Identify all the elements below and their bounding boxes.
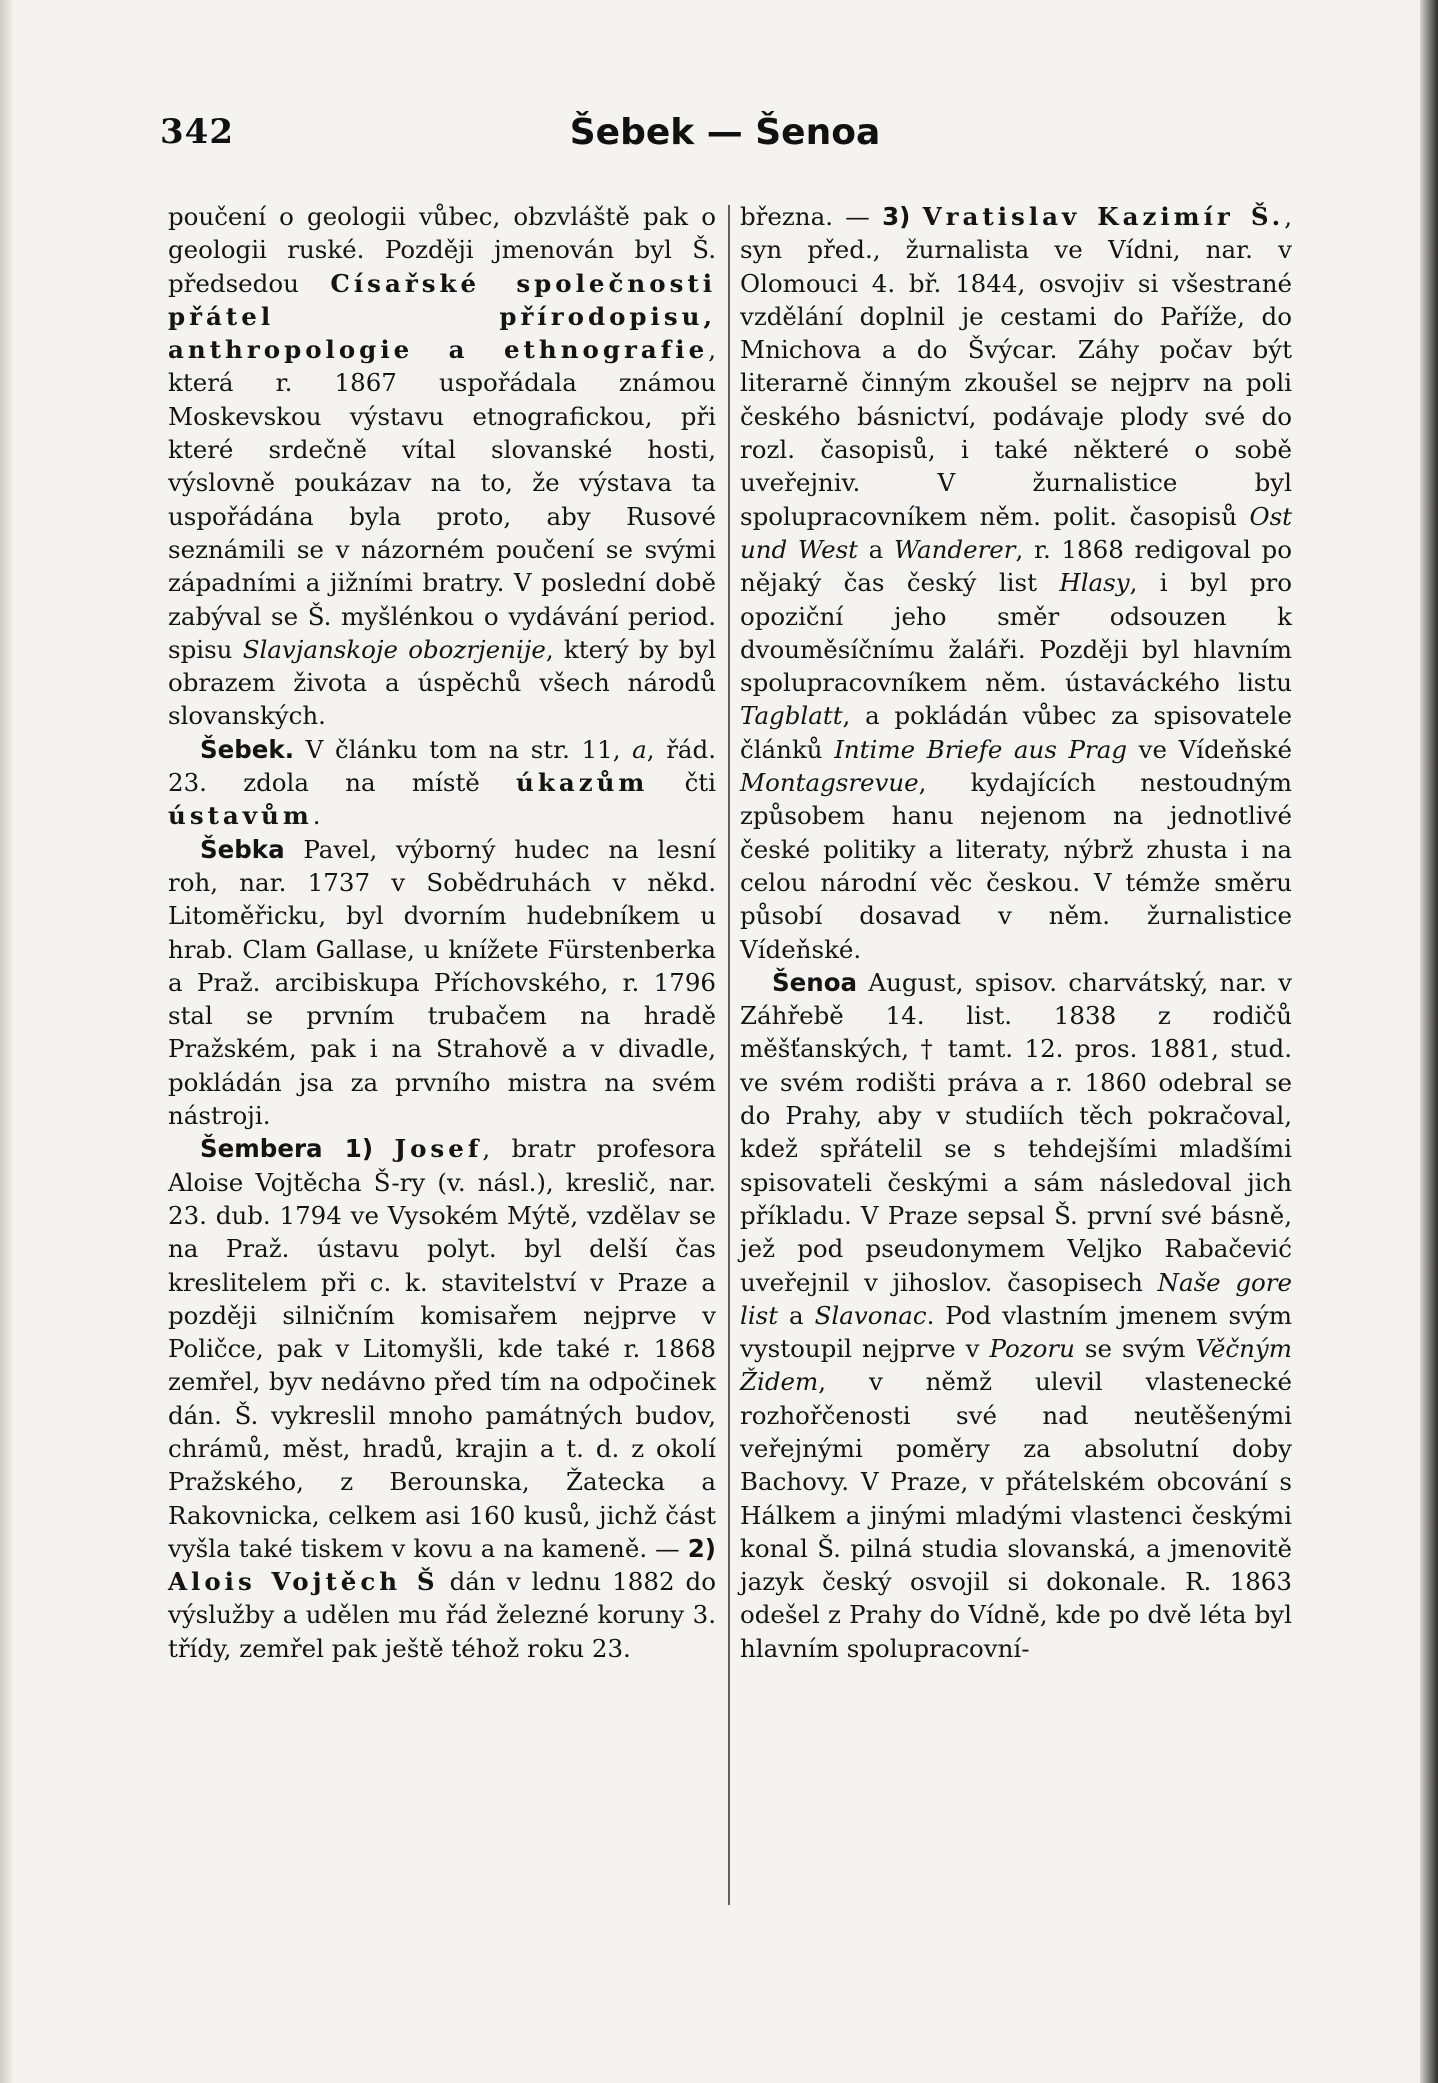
page-right-edge-shadow bbox=[1420, 0, 1438, 2083]
entry-sebek bbox=[168, 733, 716, 833]
text: , v němž ulevil vlastenecké rozhořčenosti své nad neutěšenými veřejnými poměry za absolutní doby Bachovy. V Praze, v přátelském obcování s Hálkem a jinými mladými vlastenci českými konal Š. pilná studia slovanská, a jmenovitě jazyk český osvojil si dokonale. R. 1863 odešel z Prahy do Vídně, kde po dvě léta byl hlavním spolupracovní- bbox=[740, 1367, 1292, 1663]
entry-sembera bbox=[168, 1132, 716, 1665]
text: , i byl pro opoziční jeho směr odsouzen k dvouměsíčnímu žaláři. Později byl hlavním spolupracovníkem něm. ústaváckého listu bbox=[740, 568, 1293, 698]
entry-number: 1) bbox=[322, 1134, 374, 1164]
italic-title: Hlasy bbox=[1059, 568, 1130, 598]
text: ve Vídeňské bbox=[1127, 734, 1293, 764]
text: . Pod vlastním jmenem svým vystoupil nejprve v bbox=[740, 1300, 1292, 1364]
text: , řád. 23. zdola na místě bbox=[168, 734, 716, 798]
italic-title: Slavonac bbox=[814, 1300, 927, 1330]
spaced-text: úkazům bbox=[516, 768, 649, 798]
headword: Šebka bbox=[200, 834, 285, 864]
text: poučení o geologii vůbec, obzvláště pak o geologii ruské. Později jmenován byl Š. předsedou bbox=[168, 202, 716, 298]
text: , syn před., žurnalista ve Vídni, nar. v Olomouci 4. bř. 1844, osvojiv si všestrané vzdělání doplnil je cestami do Paříže, do Mnichova a do Švýcar. Záhy počav být literarně činným zkoušel se nejprv na poli českého básnictví, podávaje plody své do rozl. časopisů, i také některé o sobě uveřejniv. V žurnalistice byl spolupracovníkem něm. polit. časopisů bbox=[740, 202, 1292, 531]
italic-title: Ost und West bbox=[740, 501, 1292, 564]
page-number: 342 bbox=[160, 112, 234, 152]
spaced-text: Vratislav Kazimír Š. bbox=[922, 202, 1285, 231]
entry-senoa bbox=[740, 966, 1292, 1665]
spaced-text: Josef bbox=[394, 1134, 483, 1164]
left-column bbox=[168, 200, 716, 1665]
text: V článku tom na str. 11, bbox=[294, 734, 633, 764]
text bbox=[373, 1134, 394, 1163]
italic-text: a bbox=[632, 734, 647, 764]
text: a bbox=[778, 1300, 815, 1330]
spaced-text: ústavům bbox=[168, 801, 313, 831]
text: března. — bbox=[740, 202, 883, 231]
text: , a pokládán vůbec za spisovatele článků bbox=[740, 701, 1292, 764]
text: , kydajících nestoudným způsobem hanu nejenom na jednotlivé české politiky a literaty, nýbrž zhusta i na celou národní věc českou. V témže směru působí dosavad v něm. žurnalistice Vídeňské. bbox=[740, 768, 1292, 964]
text: dán v lednu 1882 do výslužby a udělen mu řád železné koruny 3. třídy, zemřel pak ještě téhož roku 23. bbox=[168, 1567, 716, 1663]
entry-sembera-continuation bbox=[740, 200, 1292, 966]
text: August, spisov. charvátský, nar. v Záhřebě 14. list. 1838 z rodičů měšťanských, † tamt. 12. pros. 1881, stud. ve svém rodišti práva a r. 1860 odebral se do Prahy, aby v studiích těch pokračoval, kdež spřátelil se s tehdejšími mladšími spisovateli českými a sám následoval jich příkladu. V Praze sepsal Š. první své básně, jež pod pseudonymem Veljko Rabačević uveřejnil v jihoslov. časopisech bbox=[740, 967, 1292, 1297]
italic-title: Intime Briefe aus Prag bbox=[834, 734, 1128, 764]
page-header bbox=[160, 112, 1290, 172]
text: , r. 1868 redigoval po nějaký čas český list bbox=[740, 534, 1292, 598]
spaced-text: Alois Vojtěch Š bbox=[168, 1567, 439, 1597]
headword: Šebek. bbox=[200, 734, 295, 764]
text bbox=[910, 202, 922, 231]
text: čti bbox=[648, 768, 716, 798]
running-title: Šebek — Šenoa bbox=[569, 112, 881, 153]
spaced-text: Císařské společnosti přátel přírodopisu, anthropologie a ethnografie bbox=[168, 268, 717, 365]
text: , bratr profesora Aloise Vojtěcha Š-ry (v. násl.), kreslič, nar. 23. dub. 1794 ve Vysokém Mýtě, vzdělav se na Praž. ústavu polyt. byl delší čas kreslitelem při c. k. stavitelství v Praze a později silničním komisařem nejprve v Poličce, pak v Litomyšli, kde také r. 1868 zemřel, byv nedávno před tím na odpočinek dán. Š. vykreslil mnoho památných budov, chrámů, měst, hradů, krajin a t. d. z okolí Pražského, z Berounska, Žatecka a Rakovnicka, celkem asi 160 kusů, jichž část vyšla také tiskem v kovu a na kameně. — bbox=[168, 1134, 716, 1563]
column-divider bbox=[728, 205, 730, 1905]
italic-title: Montagsrevue bbox=[740, 768, 919, 798]
entry-sebka bbox=[168, 833, 716, 1133]
italic-title: Slavjanskoje obozrjenije bbox=[242, 634, 546, 664]
text: , který by byl obrazem života a úspěchů všech národů slovanských. bbox=[168, 634, 716, 731]
right-column bbox=[740, 200, 1292, 1665]
entry-number: 3) bbox=[882, 202, 911, 231]
headword: Šenoa bbox=[772, 967, 858, 997]
italic-title: Věčným Židem bbox=[740, 1334, 1292, 1397]
text: se svým bbox=[1074, 1334, 1196, 1364]
text: Pavel, výborný hudec na lesní roh, nar. 1737 v Sobědruhách v někd. Litoměřicku, byl dvorním hudebníkem u hrab. Clam Gallase, u knížete Fürstenberka a Praž. arcibiskupa Příchovského, r. 1796 stal se prvním trubačem na hradě Pražském, pak i na Strahově a v divadle, pokládán jsa za prvního mistra na svém nástroji. bbox=[168, 834, 716, 1131]
text: a bbox=[858, 534, 894, 564]
page-left-edge bbox=[0, 0, 12, 2083]
entry-number: 2) bbox=[687, 1533, 716, 1563]
italic-title: Naše gore list bbox=[740, 1267, 1292, 1330]
text: , která r. 1867 uspořádala známou Moskevskou výstavu etnografickou, při které srdečně vítal slovanské hosti, výslovně poukázav na to, že výstava ta uspořádána byla proto, aby Rusové seznámili se v názorném poučení se svými západními a jižními bratry. V poslední době zabýval se Š. myšlénkou o vydávání period. spisu bbox=[168, 335, 716, 664]
text: . bbox=[312, 801, 321, 831]
italic-title: Tagblatt bbox=[740, 701, 843, 731]
headword: Šembera bbox=[200, 1134, 323, 1164]
entry-continuation bbox=[168, 200, 716, 733]
italic-title: Pozoru bbox=[989, 1334, 1075, 1364]
italic-title: Wanderer bbox=[893, 534, 1016, 564]
